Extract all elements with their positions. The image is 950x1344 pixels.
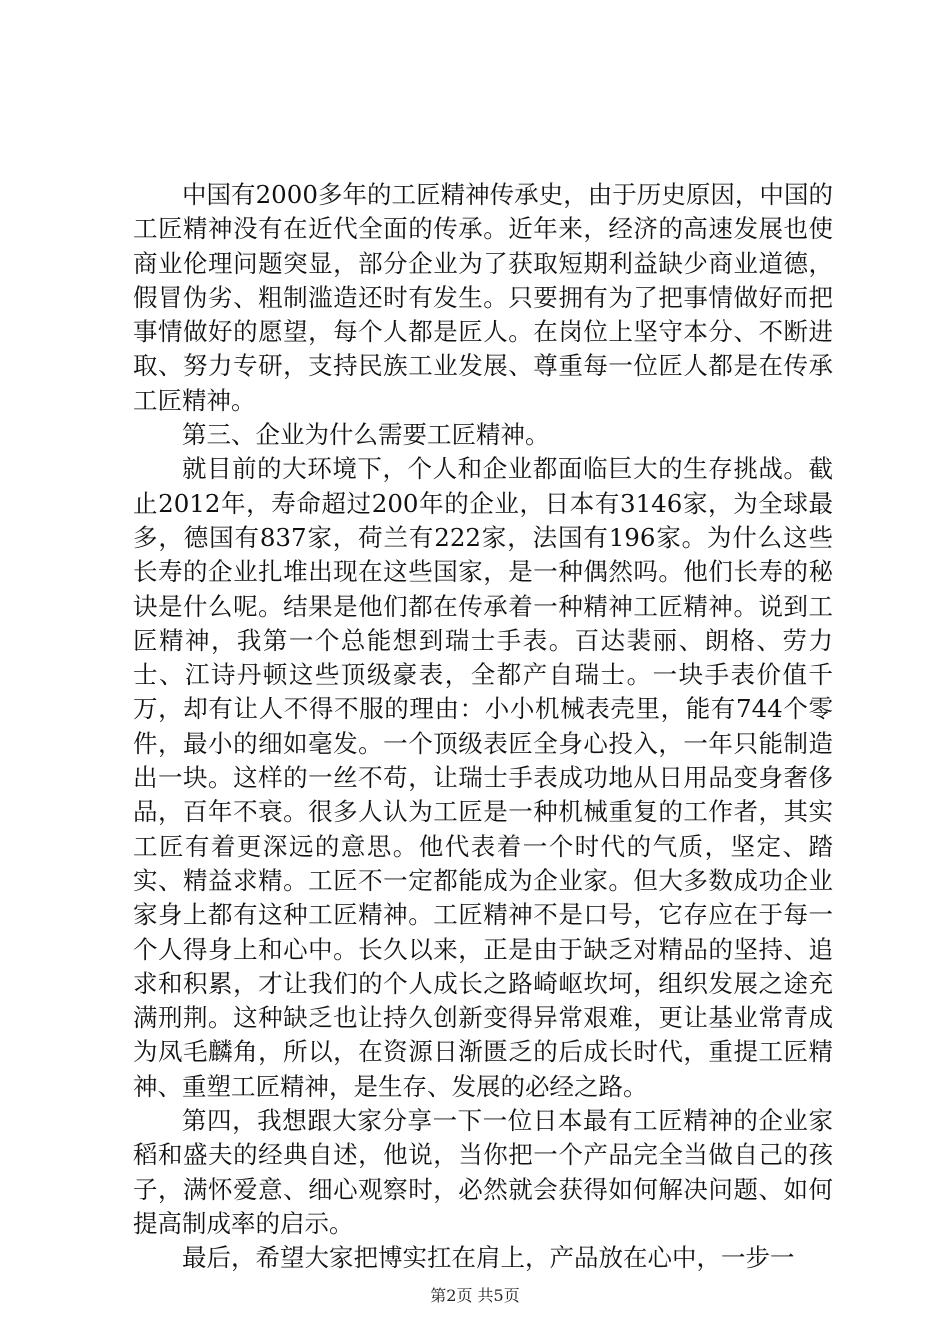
paragraph-heading-third: 第三、企业为什么需要工匠精神。 — [182, 420, 550, 450]
paragraph-heritage: 中国有2000多年的工匠精神传承史，由于历史原因，中国的工匠精神没有在近代全面的传承。近年来，经济的高速发展也使商业伦理问题突显，部分企业为了获取短期利益缺少商业道德，假冒伪劣、粗制滥造还时有发生。只要拥有为了把事情做好而把事情做好的愿望，每个人都是匠人。在岗位上坚守本分、不断进取、努力专研，支持民族工业发展、尊重每一位匠人都是在传承工匠精神。 — [133, 180, 833, 415]
document-body — [133, 178, 833, 1276]
paragraph-long-lived-enterprises: 就目前的大环境下，个人和企业都面临巨大的生存挑战。截止2012年，寿命超过200年的企业，日本有3146家，为全球最多，德国有837家，荷兰有222家，法国有196家。为什么这些长寿的企业扎堆出现在这些国家，是一种偶然吗。他们长寿的秘诀是什么呢。结果是他们都在传承着一种精神工匠精神。说到工匠精神，我第一个总能想到瑞士手表。百达裴丽、朗格、劳力士、江诗丹顿这些顶级豪表，全都产自瑞士。一块手表价值千万，却有让人不得不服的理由：小小机械表壳里，能有744个零件，最小的细如毫发。一个顶级表匠全身心投入，一年只能制造出一块。这样的一丝不苟，让瑞士手表成功地从日用品变身奢侈品，百年不衰。很多人认为工匠是一种机械重复的工作者，其实工匠有着更深远的意思。他代表着一个时代的气质，坚定、踏实、精益求精。工匠不一定都能成为企业家。但大多数成功企业家身上都有这种工匠精神。工匠精神不是口号，它存应在于每一个人得身上和心中。长久以来，正是由于缺乏对精品的坚持、追求和积累，才让我们的个人成长之路崎岖坎坷，组织发展之途充满刑荆。这种缺乏也让持久创新变得异常艰难，更让基业常青成为凤毛麟角，所以，在资源日渐匮乏的后成长时代，重提工匠精神、重塑工匠精神，是生存、发展的必经之路。 — [133, 454, 833, 1101]
paragraph-fourth: 第四，我想跟大家分享一下一位日本最有工匠精神的企业家稻和盛夫的经典自述，他说，当你把一个产品完全当做自己的孩子，满怀爱意、细心观察时，必然就会获得如何解决问题、如何提高制成率的启示。 — [133, 1106, 833, 1238]
page-number-footer: 第2页 共5页 — [430, 1286, 520, 1305]
paragraph-finally: 最后，希望大家把博实扛在肩上，产品放在心中，一步一 — [182, 1243, 795, 1273]
